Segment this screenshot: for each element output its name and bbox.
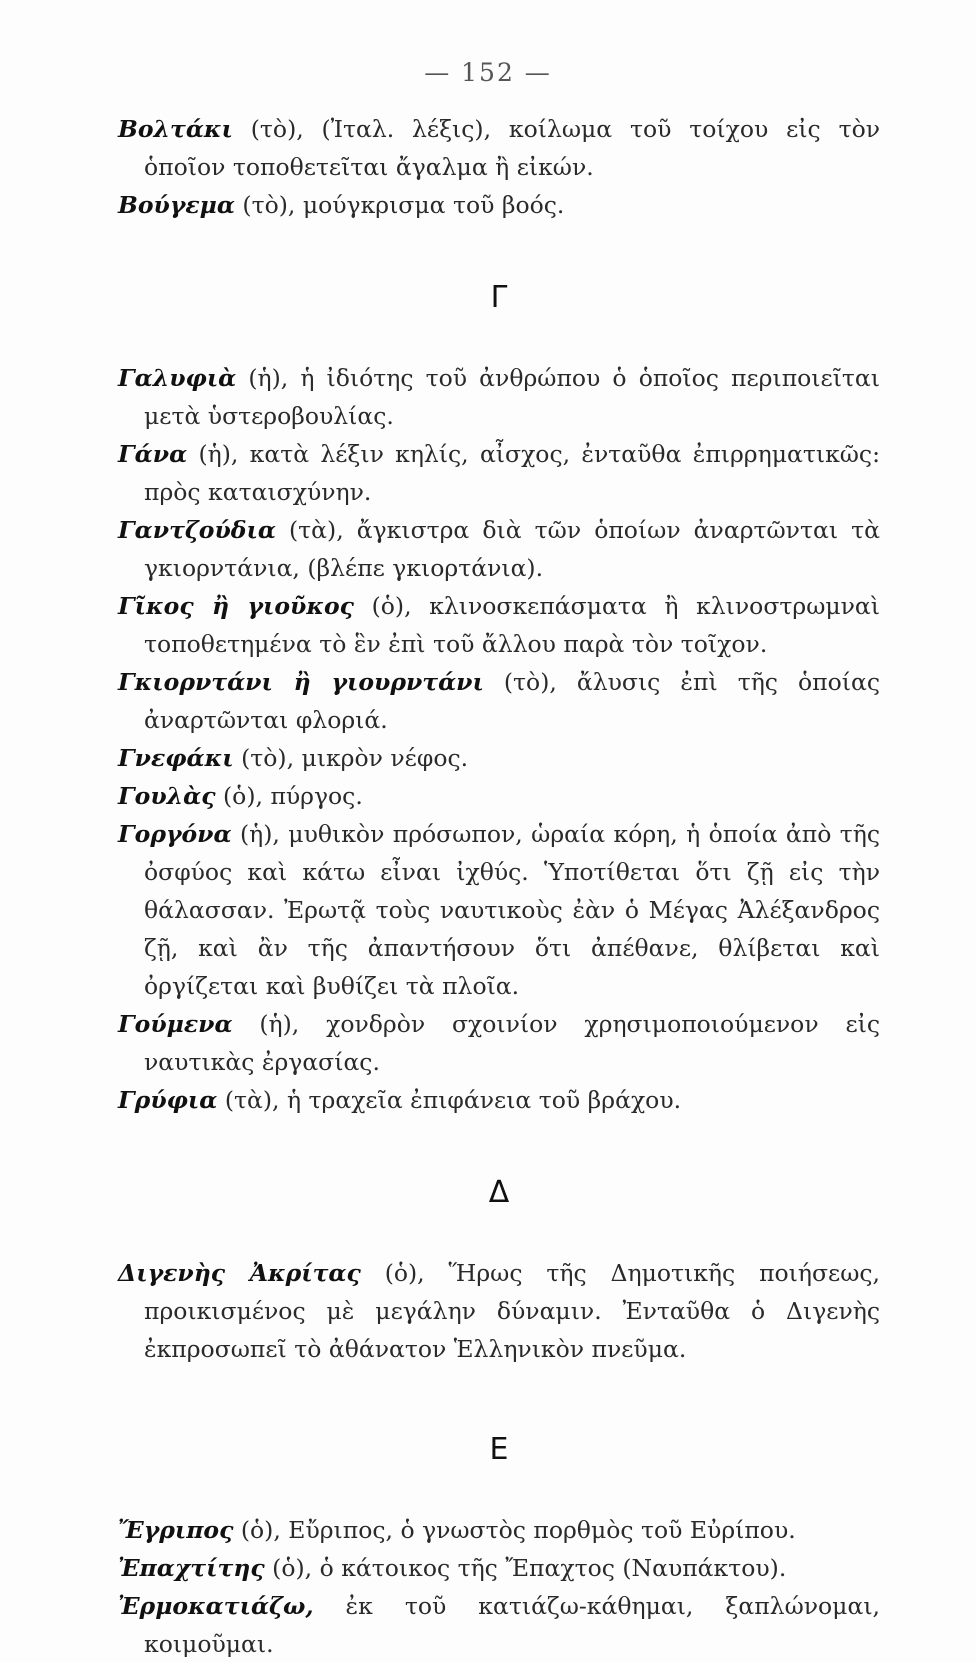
entry-epachtitis: [118, 1549, 880, 1587]
entry-definition: (ὁ), πύργος.: [215, 782, 363, 810]
entry-term: Βολτάκι: [118, 115, 233, 143]
page-number: — 152 —: [424, 58, 552, 87]
entry-term: Γούμενα: [118, 1010, 233, 1038]
entry-gantzoudia: [118, 511, 880, 587]
entry-term: Ἔγριπος: [118, 1516, 234, 1544]
entry-gorgona: [118, 815, 880, 1005]
entry-goumena: [118, 1005, 880, 1081]
entry-definition: (ὁ), ὁ κάτοικος τῆς Ἔπαχτος (Ναυπάκτου).: [264, 1554, 787, 1582]
entry-gnefaki: [118, 739, 880, 777]
entry-definition: (τὰ), ἡ τραχεῖα ἐπιφάνεια τοῦ βράχου.: [217, 1086, 682, 1114]
entry-definition: (ἡ), μυθικὸν πρόσωπον, ὡραία κόρη, ἡ ὁποία ἀπὸ τῆς ὀσφύος καὶ κάτω εἶναι ἰχθύς. Ὑποτίθεται ὅτι ζῇ εἰς τὴν θάλασσαν. Ἐρωτᾷ τοὺς ναυτικοὺς ἐὰν ὁ Μέγας Ἀλέξανδρος ζῇ, καὶ ἂν τῆς ἀπαντήσουν ὅτι ἀπέθανε, θλίβεται καὶ ὀργίζεται καὶ βυθίζει τὰ πλοῖα.: [144, 820, 880, 1000]
entry-definition: (ὁ), κλινοσκεπάσματα ἢ κλινοστρωμναὶ τοποθετημένα τὸ ἓν ἐπὶ τοῦ ἄλλου παρὰ τὸν τοῖχον.: [144, 592, 880, 658]
section-delta: [118, 1254, 880, 1368]
entry-gkiorntani: [118, 663, 880, 739]
entry-term: Γῖκος ἢ γιοῦκος: [118, 592, 354, 620]
section-b-continued: [118, 110, 880, 224]
entry-definition: (τὸ), μούγκρισμα τοῦ βοός.: [234, 191, 565, 219]
section-letter-epsilon: Ε: [489, 1432, 509, 1467]
entry-term: Γαντζούδια: [118, 516, 276, 544]
entry-gikos: [118, 587, 880, 663]
entry-definition: (τὸ), ἄλυσις ἐπὶ τῆς ὁποίας ἀναρτῶνται φλοριά.: [144, 668, 880, 734]
entry-definition: (τὸ), (Ἰταλ. λέξις), κοίλωμα τοῦ τοίχου εἰς τὸν ὁποῖον τοποθετεῖται ἄγαλμα ἢ εἰκών.: [144, 115, 880, 181]
entry-term: Γκιορντάνι ἢ γιουρντάνι: [118, 668, 484, 696]
entry-term: Γάνα: [118, 440, 188, 468]
entry-term: Βούγεμα: [118, 191, 235, 219]
entry-definition: ἐκ τοῦ κατιάζω-κάθημαι, ξαπλώνομαι, κοιμοῦμαι.: [144, 1592, 880, 1658]
entry-term: Γουλὰς: [118, 782, 216, 810]
entry-gana: [118, 435, 880, 511]
entry-term: Γνεφάκι: [118, 744, 234, 772]
entry-goulas: [118, 777, 880, 815]
entry-definition: (ἡ), κατὰ λέξιν κηλίς, αἶσχος, ἐνταῦθα ἐπιρρηματικῶς: πρὸς καταισχύνην.: [144, 440, 880, 506]
entry-term: Διγενὴς Ἀκρίτας: [118, 1259, 361, 1287]
entry-term: Γοργόνα: [118, 820, 232, 848]
entry-definition: (ἡ), ἡ ἰδιότης τοῦ ἀνθρώπου ὁ ὁποῖος περιποιεῖται μετὰ ὑστεροβουλίας.: [144, 364, 880, 430]
entry-term: Γαλυφιὰ: [118, 364, 237, 392]
glossary-content: [118, 110, 880, 1663]
entry-gryfia: [118, 1081, 880, 1119]
entry-term: Ἐπαχτίτης: [118, 1554, 265, 1582]
entry-vougema: [118, 186, 880, 224]
section-epsilon: [118, 1511, 880, 1663]
entry-definition: (τὸ), μικρὸν νέφος.: [233, 744, 469, 772]
entry-term: Ἐρμοκατιάζω,: [118, 1592, 314, 1620]
entry-definition: (ὁ), Εὔριπος, ὁ γνωστὸς πορθμὸς τοῦ Εὐρίπου.: [233, 1516, 796, 1544]
entry-egripos: [118, 1511, 880, 1549]
section-letter-delta: Δ: [488, 1175, 510, 1210]
entry-voltaki: [118, 110, 880, 186]
entry-definition: (ὁ), Ἥρως τῆς Δημοτικῆς ποιήσεως, προικισμένος μὲ μεγάλην δύναμιν. Ἐνταῦθα ὁ Διγενὴς ἐκπροσωπεῖ τὸ ἀθάνατον Ἑλληνικὸν πνεῦμα.: [144, 1259, 880, 1363]
entry-definition: (ἡ), χονδρὸν σχοινίον χρησιμοποιούμενον εἰς ναυτικὰς ἐργασίας.: [144, 1010, 880, 1076]
entry-definition: (τὰ), ἄγκιστρα διὰ τῶν ὁποίων ἀναρτῶνται τὰ γκιορντάνια, (βλέπε γκιορτάνια).: [144, 516, 880, 582]
entry-galyfia: [118, 359, 880, 435]
entry-digenis: [118, 1254, 880, 1368]
section-letter-gamma: Γ: [490, 280, 508, 315]
entry-term: Γρύφια: [118, 1086, 218, 1114]
entry-ermokatiazo: [118, 1587, 880, 1663]
section-gamma: [118, 359, 880, 1119]
